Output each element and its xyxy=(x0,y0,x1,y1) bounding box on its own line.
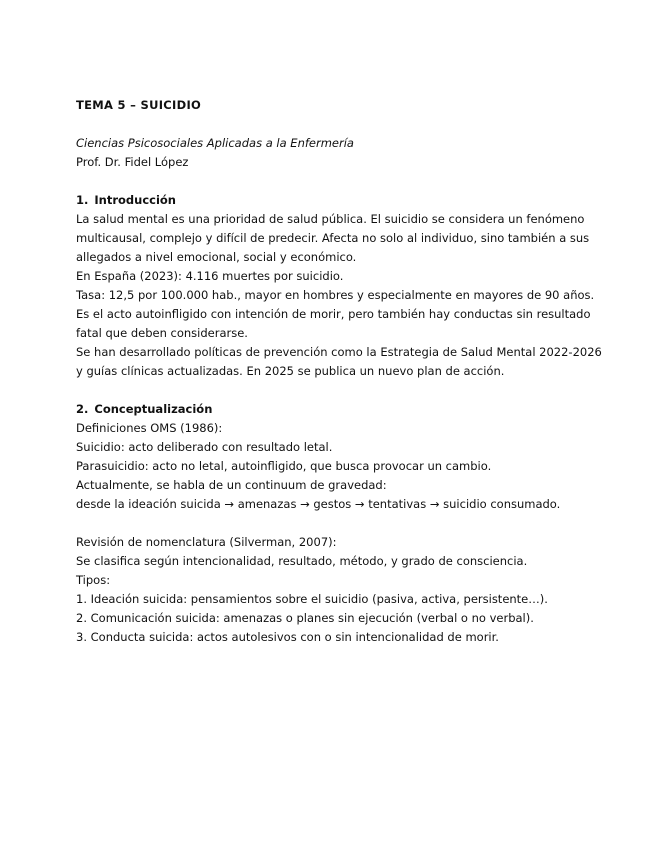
paragraph-line: Tasa: 12,5 por 100.000 hab., mayor en hombres y especialmente en mayores de 90 años. xyxy=(76,288,595,302)
paragraph-line: Parasuicidio: acto no letal, autoinfligido, que busca provocar un cambio. xyxy=(76,459,492,473)
spacer xyxy=(76,381,616,400)
spacer xyxy=(76,172,616,191)
spacer xyxy=(76,115,616,134)
paragraph-line: Definiciones OMS (1986): xyxy=(76,421,223,435)
professor-name: Prof. Dr. Fidel López xyxy=(76,155,189,169)
paragraph-line: Tipos: xyxy=(76,573,111,587)
section-heading-conceptualizacion xyxy=(76,400,616,419)
paragraph-line: La salud mental es una prioridad de salud pública. El suicidio se considera un fenómeno xyxy=(76,212,585,226)
list-item: 3. Conducta suicida: actos autolesivos con o sin intencionalidad de morir. xyxy=(76,630,499,644)
paragraph-line: Actualmente, se habla de un continuum de gravedad: xyxy=(76,478,387,492)
list-item: 2. Comunicación suicida: amenazas o planes sin ejecución (verbal o no verbal). xyxy=(76,611,534,625)
section-title: Conceptualización xyxy=(94,402,213,416)
paragraph-line: Se clasifica según intencionalidad, resultado, método, y grado de consciencia. xyxy=(76,554,528,568)
section-heading-introduccion xyxy=(76,191,616,210)
section-number: 1. xyxy=(76,193,89,207)
document-page xyxy=(76,96,616,647)
paragraph-line: multicausal, complejo y difícil de predecir. Afecta no solo al individuo, sino también a sus xyxy=(76,231,590,245)
course-name: Ciencias Psicosociales Aplicadas a la Enfermería xyxy=(76,136,354,150)
section-number: 2. xyxy=(76,402,89,416)
paragraph-line: Revisión de nomenclatura (Silverman, 2007): xyxy=(76,535,337,549)
paragraph-line: En España (2023): 4.116 muertes por suicidio. xyxy=(76,269,344,283)
list-item: 1. Ideación suicida: pensamientos sobre el suicidio (pasiva, activa, persistente…). xyxy=(76,592,548,606)
paragraph-line: desde la ideación suicida → amenazas → gestos → tentativas → suicidio consumado. xyxy=(76,497,561,511)
section-title: Introducción xyxy=(94,193,176,207)
paragraph-line: fatal que deben considerarse. xyxy=(76,326,248,340)
paragraph-line: Suicidio: acto deliberado con resultado letal. xyxy=(76,440,333,454)
paragraph-line: Se han desarrollado políticas de prevención como la Estrategia de Salud Mental 2022-2026 xyxy=(76,345,602,359)
paragraph-line: y guías clínicas actualizadas. En 2025 se publica un nuevo plan de acción. xyxy=(76,364,505,378)
paragraph-line: Es el acto autoinfligido con intención de morir, pero también hay conductas sin resultado xyxy=(76,307,591,321)
document-title: TEMA 5 – SUICIDIO xyxy=(76,98,202,112)
spacer xyxy=(76,514,616,533)
paragraph-line: allegados a nivel emocional, social y económico. xyxy=(76,250,357,264)
